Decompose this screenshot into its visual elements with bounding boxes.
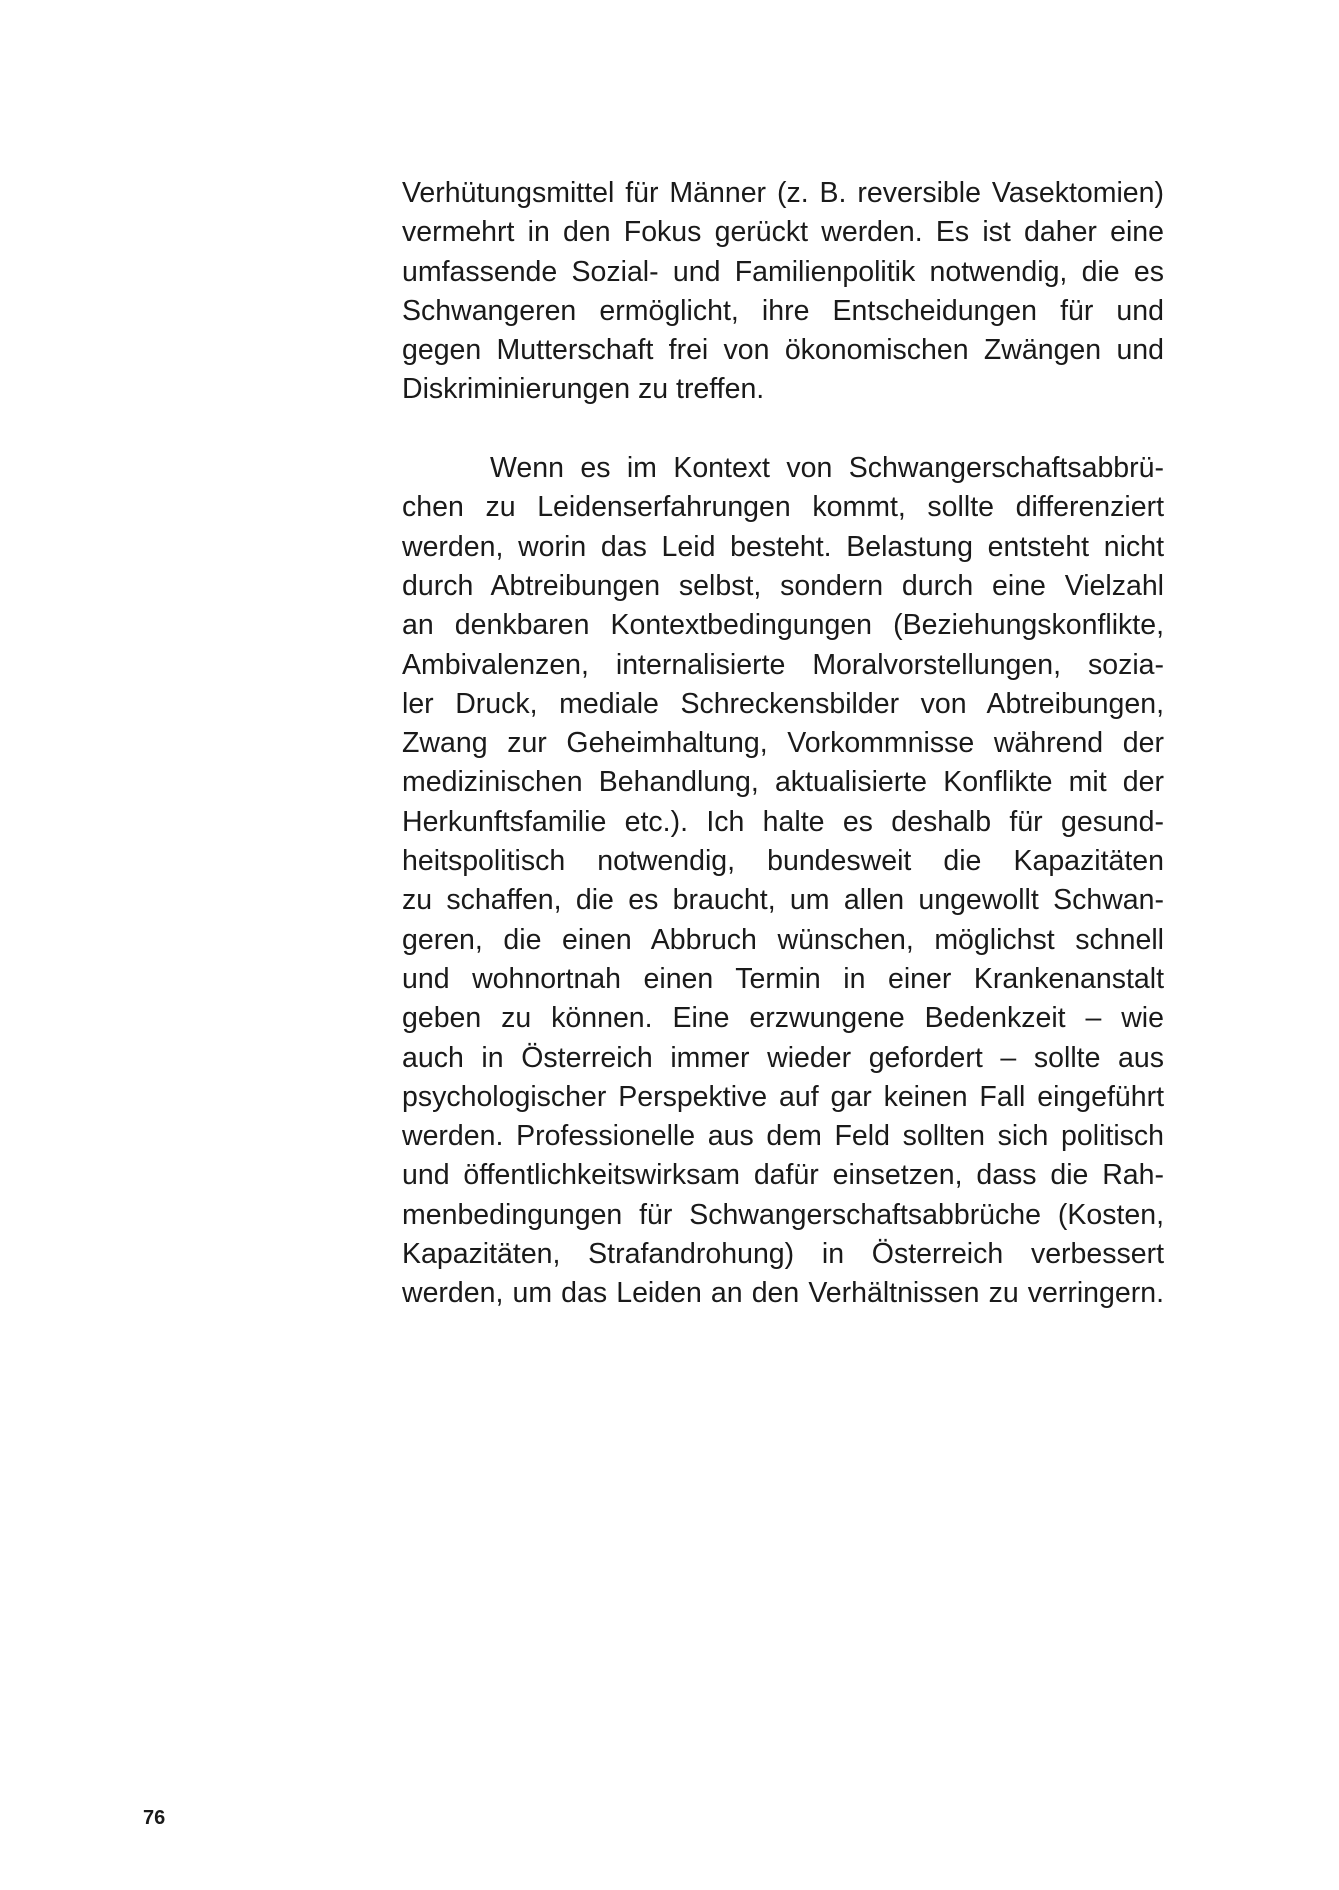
- text-line: und öffentlichkeitswirksam dafür einsetzen, dass die Rah-: [402, 1159, 1164, 1192]
- text-line: medizinischen Behandlung, aktualisierte Konflikte mit der: [402, 766, 1164, 799]
- text-line: Herkunftsfamilie etc.). Ich halte es deshalb für gesund-: [402, 805, 1164, 838]
- text-line: Schwangeren ermöglicht, ihre Entscheidungen für und: [402, 294, 1164, 327]
- text-line: Wenn es im Kontext von Schwangerschaftsabbrü-: [490, 452, 1164, 485]
- body-text: [402, 174, 1164, 1314]
- paragraph-spacer: [402, 410, 1164, 449]
- text-line: menbedingungen für Schwangerschaftsabbrüche (Kosten,: [402, 1198, 1164, 1231]
- text-line: werden, worin das Leid besteht. Belastung entsteht nicht: [402, 530, 1164, 563]
- text-line: geben zu können. Eine erzwungene Bedenkzeit – wie: [402, 1002, 1164, 1035]
- paragraph: [402, 174, 1164, 410]
- text-line: gegen Mutterschaft frei von ökonomischen Zwängen und: [402, 334, 1164, 367]
- text-line: auch in Österreich immer wieder gefordert – sollte aus: [402, 1041, 1164, 1074]
- text-line: umfassende Sozial- und Familienpolitik notwendig, die es: [402, 255, 1164, 288]
- page-number: 76: [143, 1807, 166, 1829]
- text-line: zu schaffen, die es braucht, um allen ungewollt Schwan-: [402, 884, 1164, 917]
- text-line: durch Abtreibungen selbst, sondern durch eine Vielzahl: [402, 569, 1164, 602]
- text-line: heitspolitisch notwendig, bundesweit die Kapazitäten: [402, 845, 1164, 878]
- text-line: werden, um das Leiden an den Verhältnissen zu verringern.: [402, 1277, 1164, 1310]
- text-line: Kapazitäten, Strafandrohung) in Österreich verbessert: [402, 1238, 1164, 1271]
- text-line: Ambivalenzen, internalisierte Moralvorstellungen, sozia-: [402, 648, 1164, 681]
- text-line: an denkbaren Kontextbedingungen (Beziehungskonflikte,: [402, 609, 1164, 642]
- text-line: werden. Professionelle aus dem Feld sollten sich politisch: [402, 1120, 1164, 1153]
- text-line: und wohnortnah einen Termin in einer Krankenanstalt: [402, 962, 1164, 995]
- text-line: geren, die einen Abbruch wünschen, möglichst schnell: [402, 923, 1164, 956]
- text-line: Verhütungsmittel für Männer (z. B. reversible Vasektomien): [402, 177, 1164, 209]
- text-line: psychologischer Perspektive auf gar keinen Fall eingeführt: [402, 1080, 1164, 1113]
- text-line: Zwang zur Geheimhaltung, Vorkommnisse während der: [402, 727, 1164, 760]
- text-line: Diskriminierungen zu treffen.: [402, 373, 765, 406]
- paragraph: [402, 449, 1164, 1314]
- text-line: ler Druck, mediale Schreckensbilder von Abtreibungen,: [402, 687, 1164, 720]
- text-line: chen zu Leidenserfahrungen kommt, sollte differenziert: [402, 491, 1164, 524]
- text-line: vermehrt in den Fokus gerückt werden. Es ist daher eine: [402, 216, 1164, 249]
